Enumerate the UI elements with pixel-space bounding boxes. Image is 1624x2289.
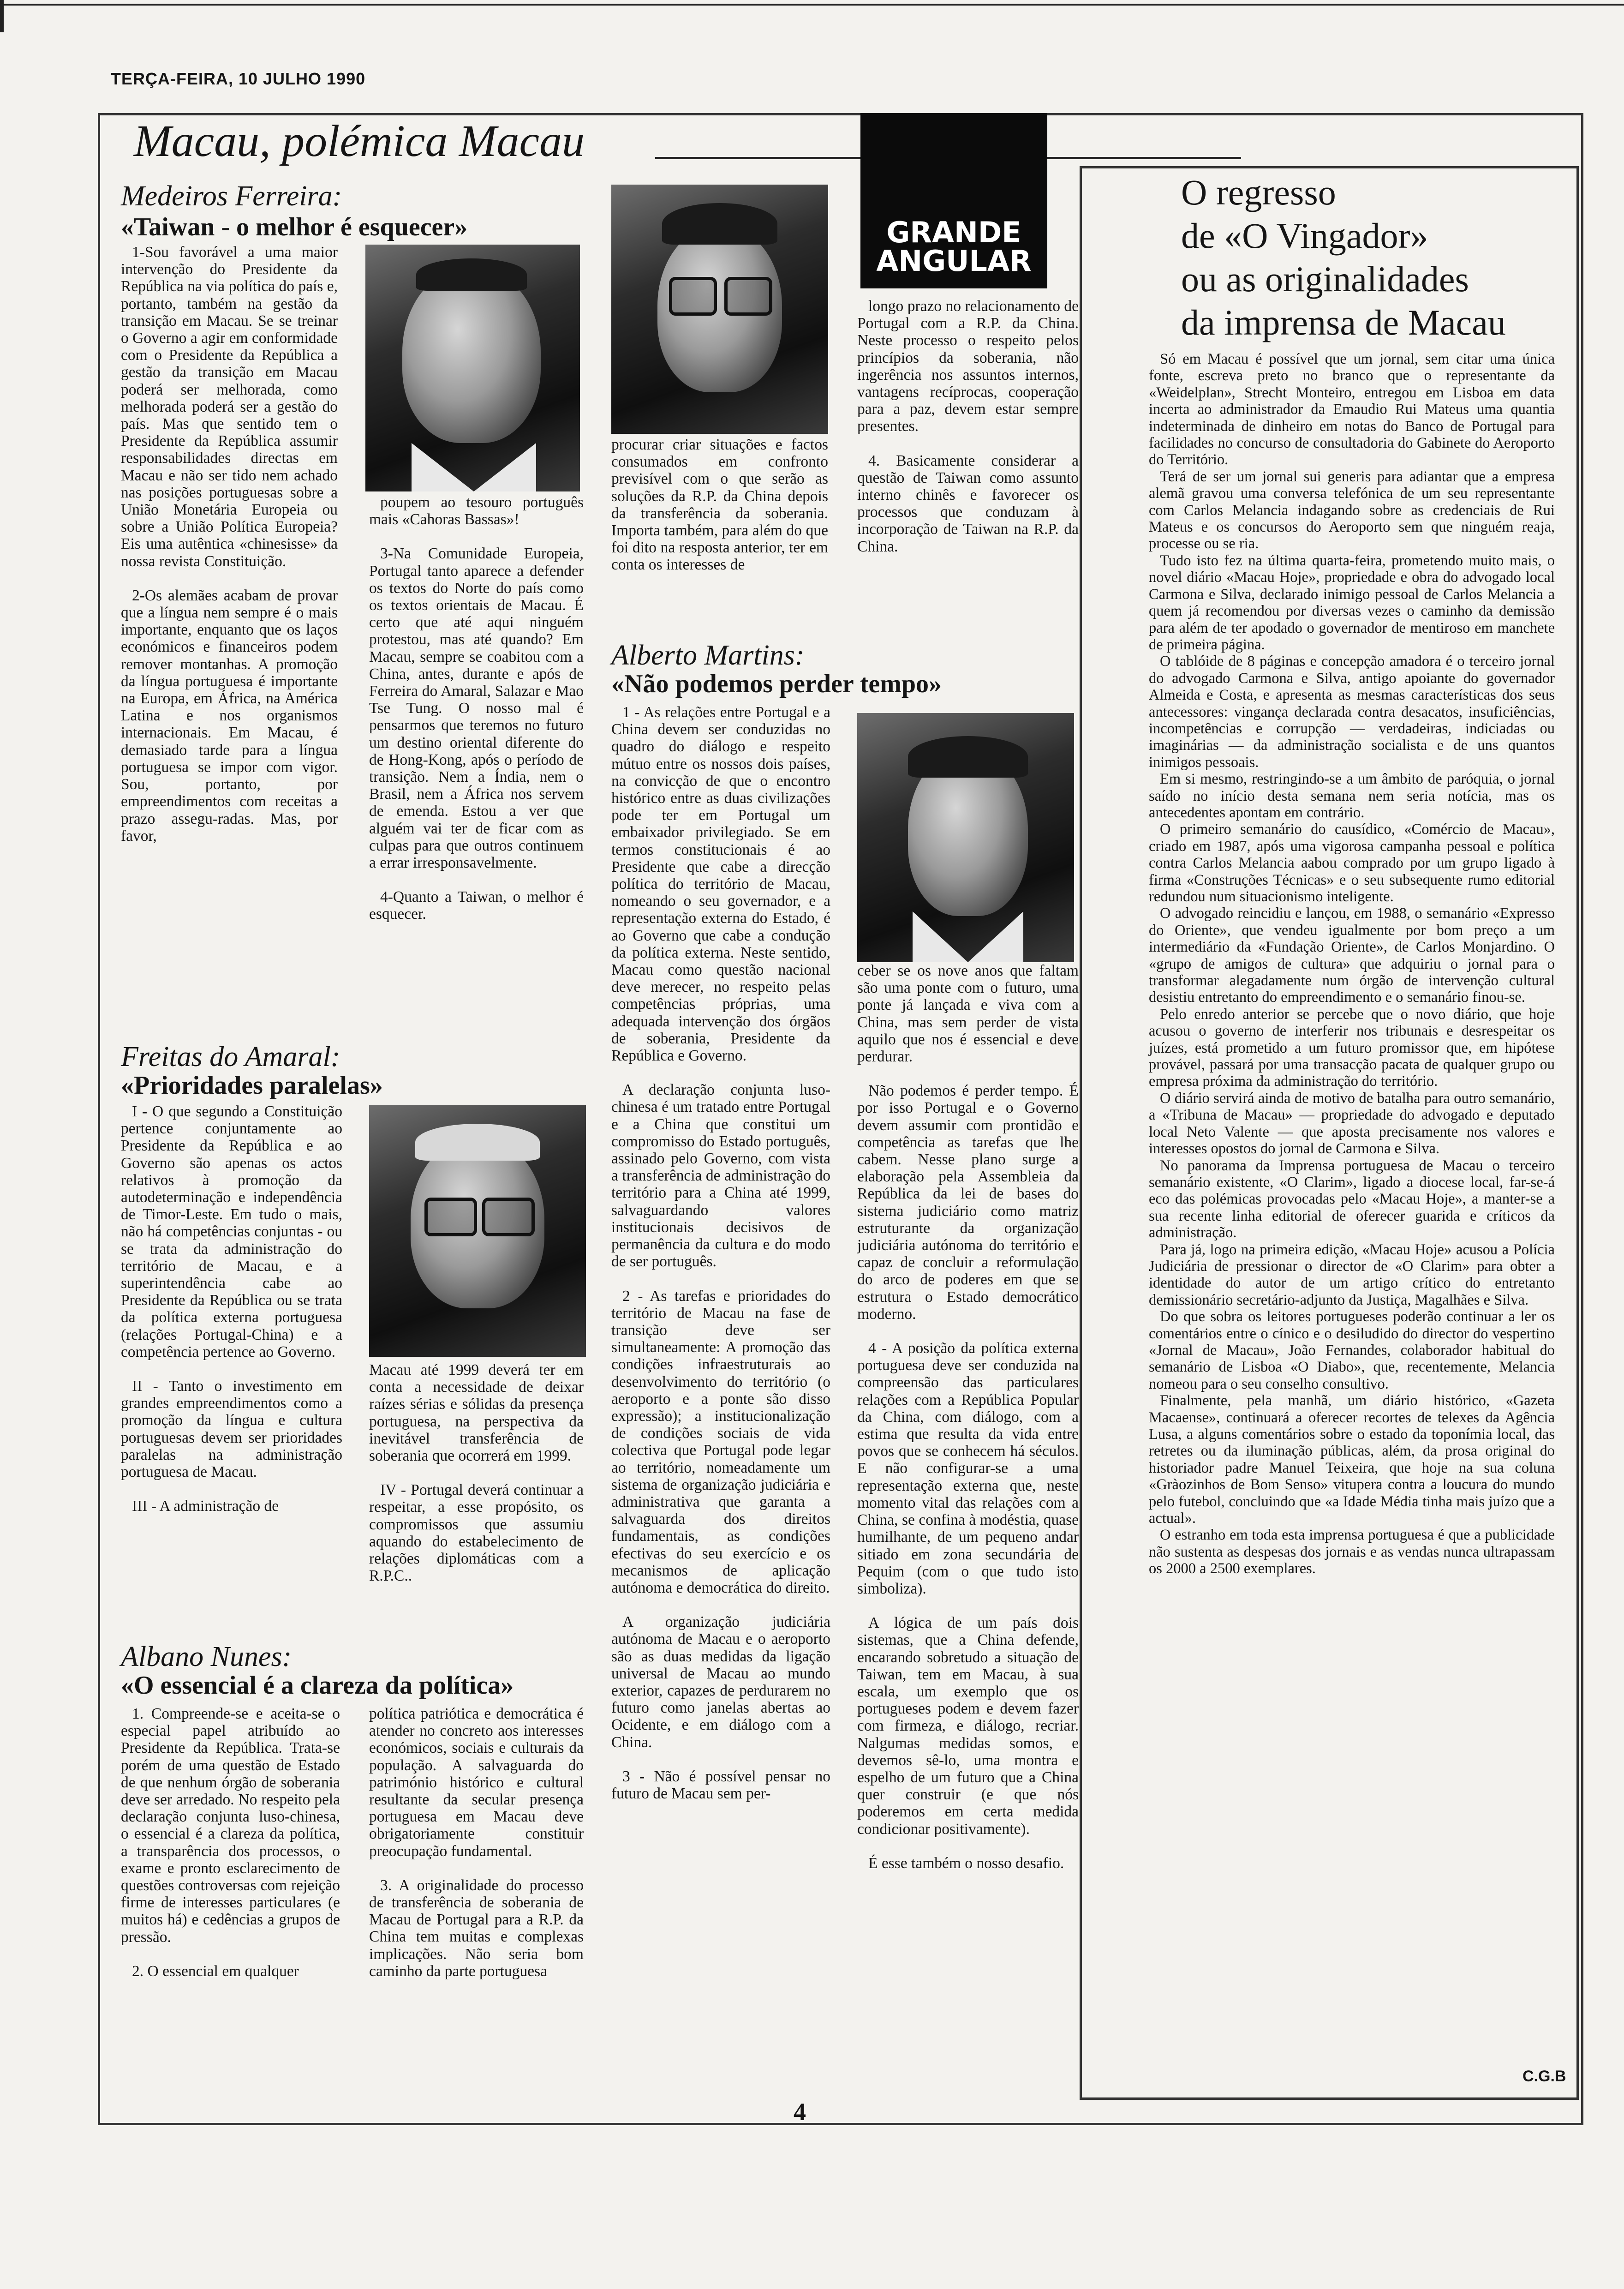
photo-alberto-martins xyxy=(857,713,1074,962)
paragraph: Do que sobra os leitores portugueses poderão continuar a ler os comentários entre o cínico e o desiludido do director do vespertino «Jornal de Macau», João Fernandes, colaborador habitual do semanário de Lisboa «O Diabo», que, recentemente, Melancia nomeou para o seu conselho consultivo. xyxy=(1149,1308,1555,1392)
paragraph: 1. Compreende-se e aceita-se o especial papel atribuído ao Presidente da República. Trata-se porém de uma questão de Estado de que nenhum órgão de soberania deve ser arredado. No respeito pela declaração conjunta luso-chinesa, o essencial é a clareza da política, a transparência dos processos, o exame e pronto esclarecimento de questões controversas com rejeição firme de interesses particulares (e muitos há) e cedências a grupos de pressão. xyxy=(121,1705,340,1946)
medeiros-column-3 xyxy=(611,436,828,591)
photo-medeiros-ferreira xyxy=(365,245,580,491)
paragraph: No panorama da Imprensa portuguesa de Macau o terceiro semanário existente, «O Clarim», ligado a diocese local, far-se-á eco das polémicas provocadas pelo «Macau Hoje», a manter-se a sua recente linha editorial de oferecer guarida e críticos da administração. xyxy=(1149,1157,1555,1241)
portrait-hair xyxy=(908,736,1028,778)
section-badge xyxy=(860,113,1047,288)
paragraph: Pelo enredo anterior se percebe que o novo diário, que hoje acusou o governo de interferir nos tribunais e desrespeitar os juízes, está prometido a um futuro promissor que, em hipótese provável, passará por uma transacção pacata de qualquer grupo ou empresa próxima da administração do território. xyxy=(1149,1006,1555,1090)
paragraph: Finalmente, pela manhã, um diário histórico, «Gazeta Macaense», continuará a oferecer recortes de telexes da Agência Lusa, a alguns comentários sobre o estado da toponímia local, das retretes ou da iluminação públicas, além, da prosa original do historiador padre Manuel Teixeira, que hoje na sua coluna «Gràozinhos de Bom Senso» vitupera contra a loucura do mundo pelo futebol, concluindo que «a Idade Média tinha mais juízo que a actual». xyxy=(1149,1392,1555,1527)
page-title: Macau, polémica Macau xyxy=(134,116,585,166)
headline-freitas: «Prioridades paralelas» xyxy=(121,1071,383,1100)
paragraph: III - A administração de xyxy=(132,1498,279,1515)
albano-column-1 xyxy=(121,1705,340,1997)
badge-line-2: ANGULAR xyxy=(876,244,1032,278)
medeiros-column-4 xyxy=(857,298,1079,572)
medeiros-column-2 xyxy=(369,494,584,940)
dateline: TERÇA-FEIRA, 10 JULHO 1990 xyxy=(111,69,366,88)
paragraph: 3-Na Comunidade Europeia, Portugal tanto aparece a defender os textos do Norte do país como os textos orientais de Macau. É certo que até aqui ninguém protestou, mas até quando? Em Macau, sempre se coabitou com a China, antes, durante e após de Ferreira do Amaral, Salazar e Mao Tse Tung. O nosso mal é pensarmos que teremos no futuro um destino oriental diferente do de Hong-Kong, após o período de transição. Nem a Índia, nem o Brasil, nem a África nos servem de emenda. Estou a ver que alguém vai ter de ficar com as culpas para que outros continuem a errar irresponsavelmente. xyxy=(369,545,584,872)
portrait-collar xyxy=(412,443,536,491)
paragraph: Em si mesmo, restringindo-se a um âmbito de paróquia, o jornal saído no início desta semana nem seria notícia, mas os antecedentes apontam em contrário. xyxy=(1149,771,1555,821)
portrait-face xyxy=(402,268,541,443)
alberto-column-1 xyxy=(611,704,830,1819)
paragraph: Para já, logo na primeira edição, «Macau Hoje» acusou a Polícia Judiciária de pressionar o director de «O Clarim» para obter a identidade do autor de um artigo crítico do entretanto demissionário secretário-adjunto da Justiça, Magalhães e Silva. xyxy=(1149,1241,1555,1308)
sidebar-title xyxy=(1181,171,1506,344)
paragraph: ceber se os nove anos que faltam são uma ponte com o futuro, uma ponte já lançada e viva com a China, mas sem perder de vista aquilo que nos é essencial e deve perdurar. xyxy=(857,962,1079,1066)
paragraph: procurar criar situações e factos consumados em confronto previsível com o que serão as soluções da R.P. da China depois da transferência da soberania. Importa também, para além do que foi dito na resposta anterior, ter em conta os interesses de xyxy=(611,436,828,574)
author-albano: Albano Nunes: xyxy=(121,1641,292,1672)
paragraph: I - O que segundo a Constituição pertence conjuntamente ao Presidente da República e ao Governo são apenas os actos relativos à promoção da autodeterminação e independência de Timor-Leste. Em tudo o mais, não há competências conjuntas - ou se trata da administração do território de Macau, e a superintendência cabe ao Presidente da República ou se trata da política externa portuguesa (relações Portugal-China) e a competência pertence ao Governo. xyxy=(121,1103,342,1360)
paragraph: 2 - As tarefas e prioridades do território de Macau na fase de transição deve ser simultaneamente: A promoção das condições infraestruturais ao desenvolvimento do território (o aeroporto e a ponte são disso expressão); a institucionalização de condições sociais de vida colectiva que Portugal pode legar ao território, nomeadamente um sistema de organização judiciária e administrativa que garanta a salvaguarda dos direitos fundamentais, as condições efectivas do seu exercício e os mecanismos de aplicação autónoma e democrática do direito. xyxy=(611,1287,830,1596)
glasses-left-icon xyxy=(424,1198,477,1236)
author-freitas: Freitas do Amaral: xyxy=(121,1041,340,1073)
glasses-left-icon xyxy=(669,277,717,316)
paragraph: A declaração conjunta luso-chinesa é um tratado entre Portugal e a China que constitui um compromisso do Estado português, assinado pelo Governo, com vista a transferência de administração do território para a China até 1999, salvaguardando valores institucionais decisivos de permanência da cultura e do modo de ser português. xyxy=(611,1081,830,1270)
paragraph: 2. O essencial em qualquer xyxy=(132,1962,299,1980)
freitas-column-2 xyxy=(369,1361,584,1601)
paragraph: Tudo isto fez na última quarta-feira, prometendo muito mais, o novel diário «Macau Hoje», propriedade e obra do advogado local Carmona e Silva, declarado inimigo pessoal de Carlos Melancia a quem já recomendou por diversas vezes o caminho da demissão para além de ter apodado o governador de mentiroso em manchete de primeira página. xyxy=(1149,552,1555,653)
freitas-column-1 xyxy=(121,1103,342,1532)
paragraph: 3 - Não é possível pensar no futuro de Macau sem per- xyxy=(611,1768,830,1802)
paragraph: II - Tanto o investimento em grandes empreendimentos como a promoção da língua e cultura portuguesas devem ser prioridades paralelas na administração portuguesa de Macau. xyxy=(121,1378,342,1481)
top-border-rule xyxy=(0,4,1624,6)
paragraph: política patriótica e democrática é atender no concreto aos interesses económicos, sociais e culturais da população. A salvaguarda do património histórico e cultural resultante da secular presença portuguesa em Macau deve obrigatoriamente constituir preocupação fundamental. xyxy=(369,1705,584,1860)
medeiros-column-1 xyxy=(121,244,338,862)
left-margin-mark xyxy=(0,0,4,32)
glasses-right-icon xyxy=(724,277,772,316)
photo-portrait-glasses xyxy=(611,185,828,434)
paragraph: O primeiro semanário do causídico, «Comércio de Macau», criado em 1987, após uma vigorosa campanha pessoal e política contra Carlos Melancia aabou comprado por um grupo ligado à firma «Construções Técnicas» e o seu subsequente rumo editorial redundou num situacionismo inteligente. xyxy=(1149,821,1555,905)
photo-freitas-do-amaral xyxy=(369,1105,586,1357)
paragraph: 1 - As relações entre Portugal e a China devem ser conduzidas no quadro do diálogo e respeito mútuo entre os nossos dois países, na convicção de que o encontro histórico entre as duas civilizações pode ter em Portugal um embaixador privilegiado. Se em termos constitucionais é ao Presidente que cabe a direcção política do território de Macau, nomeando o seu governador, e a representação externa do Estado, é ao Governo que cabe a condução da política externa. Neste sentido, Macau como questão nacional deve merecer, no respeito pelas competências próprias, uma adequada intervenção dos órgãos de soberania, Presidente da República e Governo. xyxy=(611,704,830,1065)
sidebar-title-line: O regresso xyxy=(1181,172,1336,212)
paragraph: longo prazo no relacionamento de Portugal com a R.P. da China. Neste processo o respeito pelos princípios da soberania, não ingerência nos assuntos internos, vantagens recíprocas, cooperação para a paz, devem estar sempre presentes. xyxy=(857,298,1079,435)
paragraph: Só em Macau é possível que um jornal, sem citar uma única fonte, escreva preto no branco que o representante da «Weidelplan», Strecht Monteiro, entregou em Lisboa em data incerta ao administrador da Emaudio Rui Mateus uma quantia indeterminada de dinheiro em notas do Banco de Portugal para facilidades no concurso de consultadoria do Gabinete do Aeroporto do Território. xyxy=(1149,351,1555,468)
paragraph: O estranho em toda esta imprensa portuguesa é que a publicidade não sustenta as despesas dos jornais e as vendas nunca ultrapassam os 2000 a 2500 exemplares. xyxy=(1149,1527,1555,1577)
paragraph: 1-Sou favorável a uma maior intervenção do Presidente da República na via política do país e, portanto, também na gestão da transição em Macau. Se se treinar o Governo a agir em conformidade com o Presidente da República a gestão da transição em Macau poderá ser melhorada, como melhorada poderá ser a gestão do país. Mas que sentido tem o Presidente da República assumir responsabilidades directas em Macau e não ser tido nem achado nas posições portuguesas sobre a União Monetária Europeia ou sobre a União Política Europeia? Eis uma autêntica «chinesisse» da nossa revista Constituição. xyxy=(121,244,338,570)
sidebar-title-line: da imprensa de Macau xyxy=(1181,302,1506,342)
glasses-right-icon xyxy=(482,1198,535,1236)
portrait-hair xyxy=(415,1124,540,1161)
portrait-hair xyxy=(416,258,527,291)
paragraph: O tablóide de 8 páginas e concepção amadora é o terceiro jornal do advogado Carmona e Silva, antigo apoiante do governador Almeida e Costa, e apresenta as mesmas características dos seus antecessores: vingança declarada contra desacatos, insuficiências, incompetências e corrupção — verdadeiras, indiciadas ou imaginárias — da administração socialista e de uns quantos inimigos pessoais. xyxy=(1149,653,1555,771)
paragraph: Macau até 1999 deverá ter em conta a necessidade de deixar raízes sérias e sólidas da presença portuguesa, na perspectiva da inevitável transferência de soberania que ocorrerá em 1999. xyxy=(369,1361,584,1465)
author-medeiros: Medeiros Ferreira: xyxy=(121,180,342,212)
paragraph: Terá de ser um jornal sui generis para adiantar que a empresa alemã gravou uma conversa telefónica de um seu representante com Carlos Melancia indagando sobre as credenciais de Rui Mateus e os concursos do Aeroporto sem que ninguém reaja, processe ou se ria. xyxy=(1149,468,1555,552)
paragraph: O diário servirá ainda de motivo de batalha para outro semanário, a «Tribuna de Macau» — propriedade do advogado e deputado local Neto Valente — que aposta precisamente nos valores e interesses opostos do jornal de Carmona e Silva. xyxy=(1149,1090,1555,1157)
paragraph: 4-Quanto a Taiwan, o melhor é esquecer. xyxy=(369,888,584,923)
paragraph: IV - Portugal deverá continuar a respeitar, a esse propósito, os compromissos que assumiu aquando do estabelecimento de relações diplomáticas com a R.P.C.. xyxy=(369,1481,584,1585)
paragraph: A organização judiciária autónoma de Macau e o aeroporto são as duas medidas da ligação universal de Macau ao mundo exterior, capazes de perdurarem no futuro como janelas abertas ao Ocidente, e em diálogo com a China. xyxy=(611,1613,830,1751)
portrait-hair xyxy=(662,203,777,245)
sidebar-signature: C.G.B xyxy=(1522,2067,1566,2085)
page-number: 4 xyxy=(794,2098,806,2126)
sidebar-title-line: ou as originalidades xyxy=(1181,259,1469,299)
paragraph: 4. Basicamente considerar a questão de Taiwan como assunto interno chinês e favorecer os processos que conduzam à incorporação de Taiwan na R.P. da China. xyxy=(857,452,1079,555)
paragraph: O advogado reincidiu e lançou, em 1988, o semanário «Expresso do Oriente», que vendeu igualmente por bom preço a um intermediário da «Fundação Oriente», de Carlos Monjardino. O «grupo de amigos de cultura» que adquiriu o jornal para o transformar alegadamente num órgão de intervenção cultural desistiu entretanto do empreendimento e o semanário finou-se. xyxy=(1149,905,1555,1006)
alberto-column-2 xyxy=(857,962,1079,1889)
paragraph: A lógica de um país dois sistemas, que a China defende, encarando sobretudo a situação de Taiwan, tem em Macau, à sua escala, um exemplo que os portugueses podem e devem fazer com firmeza, e diálogo, recriar. Nalgumas medidas somos, e devemos sê-lo, uma montra e espelho de um futuro que a China quer construir (e que nós poderemos em certa medida condicionar positivamente). xyxy=(857,1614,1079,1838)
headline-alberto: «Não podemos perder tempo» xyxy=(611,670,942,698)
sidebar-title-line: de «O Vingador» xyxy=(1181,216,1428,256)
portrait-collar xyxy=(913,911,1023,962)
headline-albano: «O essencial é a clareza da política» xyxy=(121,1671,514,1700)
paragraph: poupem ao tesouro português mais «Cahoras Bassas»! xyxy=(369,494,584,528)
albano-column-2 xyxy=(369,1705,584,1997)
sidebar-body xyxy=(1149,351,1555,1577)
badge-line-1: GRANDE xyxy=(886,216,1021,249)
paragraph: É esse também o nosso desafio. xyxy=(868,1854,1064,1872)
headline-medeiros: «Taiwan - o melhor é esquecer» xyxy=(121,213,468,241)
paragraph: 2-Os alemães acabam de provar que a língua nem sempre é o mais importante, enquanto que os laços económicos e financeiros podem remover montanhas. A promoção da língua portuguesa é importante na Europa, em África, na América Latina e nos organismos internacionais. Em Macau, é demasiado tarde para a língua portuguesa se impor com vigor. Sou, portanto, por empreendimentos com receitas a prazo assegu-radas. Mas, por favor, xyxy=(121,587,338,845)
author-alberto: Alberto Martins: xyxy=(611,640,805,671)
paragraph: 4 - A posição da política externa portuguesa deve ser conduzida na compreensão das particulares relações com a República Popular da China, com diálogo, com a estima que resulta da vida entre povos que se conhecem há séculos. E não configurar-se a uma representação externa que, neste momento vital das relações com a China, se confina à modéstia, quase humilhante, de um pequeno andar sitiado em zona secundária de Pequim (com o que tudo isto simboliza). xyxy=(857,1340,1079,1597)
paragraph: Não podemos é perder tempo. É por isso Portugal e o Governo devem assumir com prontidão e competência as tarefas que lhe cabem. Nesse plano surge a elaboração pela Assembleia da República da lei de bases do sistema judiciário como matriz estruturante da organização judiciária autónoma do território e capaz de concluir a reformulação do arco de poderes em que se estrutura o Estado democrático moderno. xyxy=(857,1082,1079,1323)
paragraph: 3. A originalidade do processo de transferência de soberania de Macau de Portugal para a R.P. da China tem muitas e complexas implicações. Não seria bom caminho da parte portuguesa xyxy=(369,1876,584,1980)
